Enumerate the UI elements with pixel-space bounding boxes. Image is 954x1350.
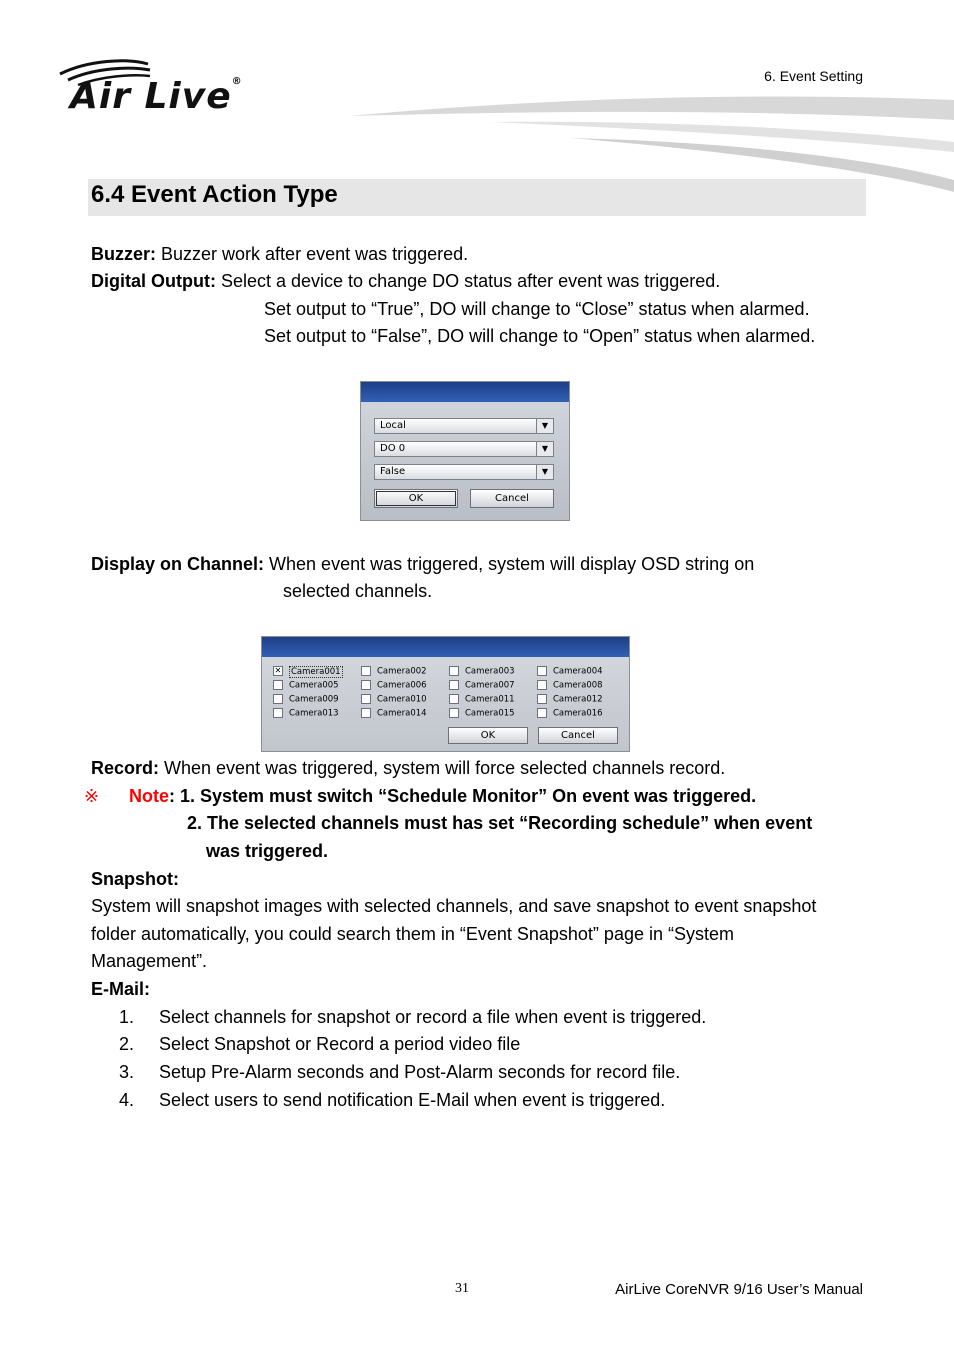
camera-label: Camera013 (289, 708, 339, 719)
checkbox-icon[interactable] (361, 666, 371, 676)
snapshot-line1: System will snapshot images with selected channels, and save snapshot to event snapshot (91, 896, 817, 916)
checkbox-icon[interactable] (537, 680, 547, 690)
checkbox-icon[interactable] (273, 694, 283, 704)
checkbox-icon[interactable] (449, 694, 459, 704)
camera-checkbox[interactable] (449, 680, 515, 692)
section-title: 6.4 Event Action Type (91, 181, 338, 208)
camera-checkbox[interactable] (449, 708, 515, 720)
digital-output-true-line: Set output to “True”, DO will change to “Close” status when alarmed. (264, 299, 810, 319)
camera-label: Camera008 (553, 680, 603, 691)
camera-label: Camera016 (553, 708, 603, 719)
output-select-value: DO 0 (380, 443, 406, 454)
list-item-text: Setup Pre-Alarm seconds and Post-Alarm seconds for record file. (159, 1062, 681, 1082)
cancel-button[interactable]: Cancel (470, 489, 554, 508)
list-item (119, 1059, 134, 1086)
device-select[interactable] (374, 418, 554, 434)
camera-checkbox[interactable] (537, 666, 603, 678)
list-item (119, 1004, 134, 1031)
note-line3: was triggered. (206, 841, 329, 861)
camera-checkbox[interactable] (537, 708, 603, 720)
camera-label: Camera015 (465, 708, 515, 719)
camera-checkbox[interactable] (449, 694, 515, 706)
list-item (119, 1087, 134, 1114)
display-on-channel-label: Display on Channel: (91, 554, 265, 574)
camera-label: Camera014 (377, 708, 427, 719)
checkbox-icon[interactable] (537, 666, 547, 676)
checkbox-icon[interactable] (361, 694, 371, 704)
snapshot-line3: Management”. (91, 951, 208, 971)
list-item-text: Select users to send notification E-Mail when event is triggered. (159, 1090, 666, 1110)
camera-checkbox[interactable] (273, 708, 339, 720)
checkbox-icon[interactable] (449, 680, 459, 690)
snapshot-line2: folder automatically, you could search them in “Event Snapshot” page in “System (91, 924, 734, 944)
camera-label: Camera001 (291, 666, 341, 677)
camera-label: Camera003 (465, 666, 515, 677)
list-item-text: Select channels for snapshot or record a file when event is triggered. (159, 1007, 707, 1027)
record-text: When event was triggered, system will force selected channels record. (159, 758, 726, 778)
logo-registered-mark: ® (231, 76, 243, 87)
buzzer-label: Buzzer: (91, 244, 157, 264)
checkbox-icon[interactable] (537, 694, 547, 704)
list-item-number: 4. (119, 1090, 135, 1110)
checkbox-icon[interactable] (273, 680, 283, 690)
digital-output-text: Select a device to change DO status after event was triggered. (215, 271, 721, 291)
buzzer-paragraph (91, 241, 468, 268)
camera-label: Camera009 (289, 694, 339, 705)
note-line2: 2. The selected channels must has set “Recording schedule” when event (187, 813, 813, 833)
email-label: E-Mail: (91, 979, 151, 999)
checked-checkbox-icon[interactable]: ✕ (274, 666, 282, 675)
checkbox-icon[interactable] (361, 680, 371, 690)
display-on-channel-text: When event was triggered, system will display OSD string on (264, 554, 755, 574)
buzzer-text: Buzzer work after event was triggered. (156, 244, 469, 264)
output-select[interactable] (374, 441, 554, 457)
device-select-value: Local (380, 420, 406, 431)
chapter-header: 6. Event Setting (764, 68, 863, 84)
chevron-down-icon[interactable]: ▼ (536, 419, 553, 433)
dialog-title-bar (361, 382, 569, 402)
digital-output-label: Digital Output: (91, 271, 216, 291)
record-paragraph (91, 755, 725, 782)
camera-label: Camera010 (377, 694, 427, 705)
camera-label: Camera007 (465, 680, 515, 691)
checkbox-icon[interactable] (449, 708, 459, 718)
snapshot-label: Snapshot: (91, 869, 179, 889)
note-symbol-icon: ※ (84, 786, 100, 806)
state-select[interactable] (374, 464, 554, 480)
camera-checkbox[interactable] (361, 694, 427, 706)
camera-label: Camera004 (553, 666, 603, 677)
note-line1-text: : 1. System must switch “Schedule Monitor” On event was triggered. (169, 786, 757, 806)
digital-output-false-line: Set output to “False”, DO will change to “Open” status when alarmed. (264, 326, 816, 346)
logo-text: Air Live (70, 76, 232, 117)
list-item (119, 1031, 134, 1058)
camera-label: Camera005 (289, 680, 339, 691)
record-label: Record: (91, 758, 160, 778)
note-label: Note (129, 786, 169, 806)
checkbox-icon[interactable] (361, 708, 371, 718)
list-item-text: Select Snapshot or Record a period video file (159, 1034, 521, 1054)
camera-checkbox[interactable] (273, 694, 339, 706)
state-select-value: False (380, 466, 406, 477)
camera-label: Camera012 (553, 694, 603, 705)
display-on-channel-paragraph (91, 551, 754, 578)
page-number: 31 (455, 1281, 469, 1296)
header-swoosh-graphic (340, 80, 954, 195)
dialog-title-bar (262, 637, 629, 657)
digital-output-paragraph (91, 268, 720, 295)
list-item-number: 1. (119, 1007, 135, 1027)
camera-checkbox[interactable] (361, 680, 427, 692)
manual-title: AirLive CoreNVR 9/16 User’s Manual (615, 1281, 863, 1298)
list-item-number: 2. (119, 1034, 135, 1054)
camera-label: Camera002 (377, 666, 427, 677)
airlive-logo (58, 58, 288, 123)
cancel-button[interactable]: Cancel (538, 727, 618, 744)
checkbox-icon[interactable] (537, 708, 547, 718)
checkbox-icon[interactable] (449, 666, 459, 676)
chevron-down-icon[interactable]: ▼ (536, 442, 553, 456)
camera-checkbox[interactable] (273, 680, 339, 692)
camera-checkbox[interactable] (449, 666, 515, 678)
note-line1 (129, 783, 756, 810)
camera-checkbox[interactable] (361, 708, 427, 720)
display-on-channel-line2: selected channels. (283, 581, 433, 601)
ok-button[interactable]: OK (448, 727, 528, 744)
channel-select-dialog (261, 636, 630, 752)
camera-checkbox[interactable] (537, 694, 603, 706)
camera-checkbox[interactable] (361, 666, 427, 678)
ok-button[interactable]: OK (374, 489, 458, 508)
camera-label: Camera006 (377, 680, 427, 691)
camera-label: Camera011 (465, 694, 515, 705)
digital-output-dialog (360, 381, 570, 521)
camera-checkbox[interactable] (537, 680, 603, 692)
checkbox-icon[interactable] (273, 708, 283, 718)
chevron-down-icon[interactable]: ▼ (536, 465, 553, 479)
camera-checkbox[interactable] (273, 666, 343, 678)
list-item-number: 3. (119, 1062, 135, 1082)
